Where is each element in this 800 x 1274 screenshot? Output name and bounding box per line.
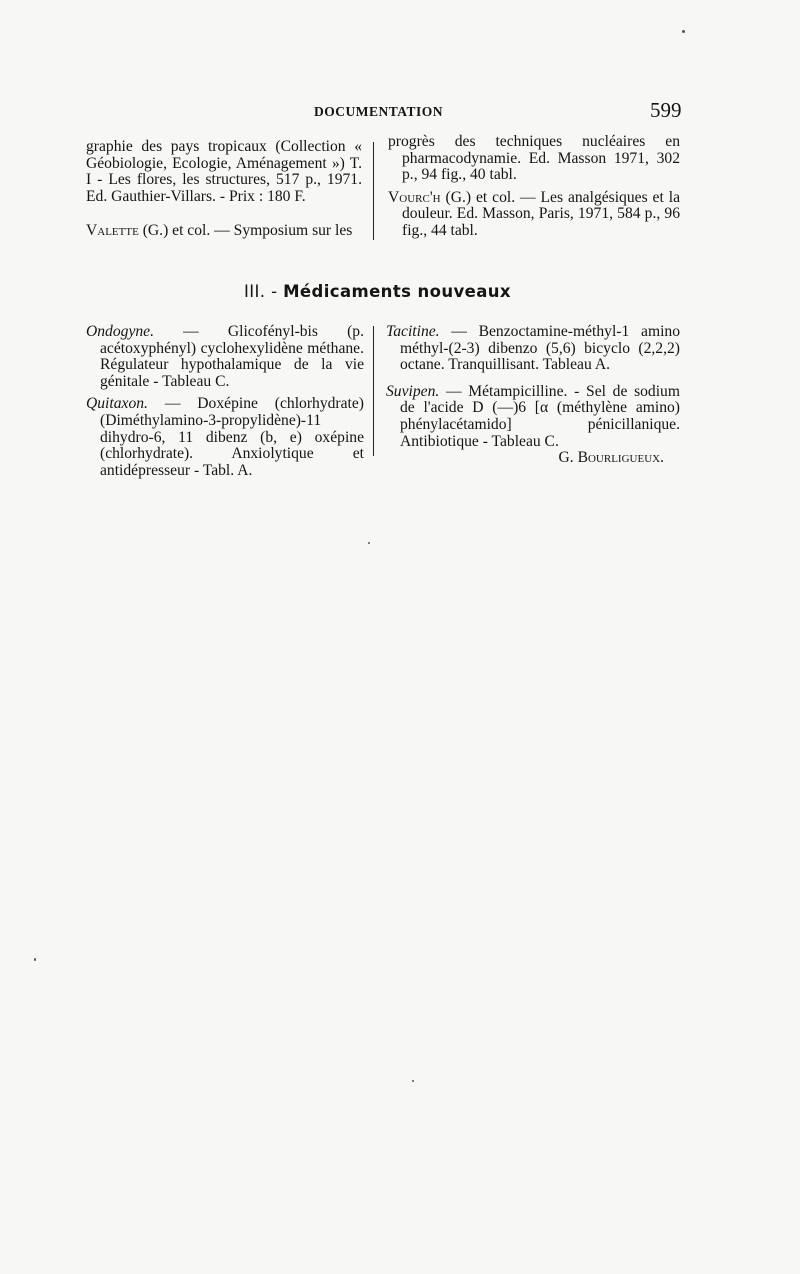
section-number: III. - — [244, 282, 284, 301]
running-title: DOCUMENTATION — [314, 104, 444, 119]
section-title: Médicaments nouveaux — [283, 282, 511, 301]
scan-speck — [34, 958, 36, 961]
drug-description: — Doxépine (chlorhydrate) (Diméthylamino-3-propylidène)-11 dihydro-6, 11 dibenz (b, e) oxépine (chlorhydrate). Anxiolytique et antidépresseur - Tabl. A. — [100, 395, 364, 479]
scan-speck — [368, 542, 370, 544]
running-head — [0, 98, 800, 124]
bottom-left-column — [86, 324, 364, 479]
bottom-right-column — [386, 324, 680, 467]
top-right-column — [388, 134, 680, 240]
top-left-column — [86, 139, 362, 240]
scan-speck — [682, 30, 685, 33]
drug-entry-quitaxon — [86, 396, 364, 479]
page-number: 599 — [650, 98, 682, 122]
drug-description: — Benzoctamine-méthyl-1 amino méthyl-(2-3) dibenzo (5,6) bicyclo (2,2,2) octane. Tranquillisant. Tableau A. — [400, 323, 680, 374]
author-name: Vourc'h — [388, 188, 441, 206]
drug-name: Tacitine. — [386, 323, 440, 340]
section-heading — [244, 282, 511, 301]
drug-entry-ondogyne — [86, 324, 364, 390]
drug-description: — Glicofényl-bis (p. acétoxyphényl) cyclohexylidène méthane. Régulateur hypothalamique de la vie génitale - Tableau C. — [100, 323, 364, 390]
bibliography-entry-vourch — [388, 190, 680, 240]
author-signature: G. Bourligueux. — [558, 449, 664, 467]
drug-name: Suvipen. — [386, 382, 440, 400]
continuation-text: progrès des techniques nucléaires en pharmacodynamie. Ed. Masson 1971, 302 p., 94 fig., 40 tabl. — [388, 133, 680, 184]
column-divider — [373, 142, 374, 240]
drug-name: Quitaxon. — [86, 395, 148, 413]
drug-description: — Métampicilline. - Sel de sodium de l'acide D (—)6 [α (méthylène amino) phénylacétamido] pénicillanique. Antibiotique - Tableau C. — [400, 382, 680, 450]
drug-entry-suvipen — [386, 384, 680, 450]
entry-text: (G.) et col. — Les analgésiques et la douleur. Ed. Masson, Paris, 1971, 584 p., 96 fig., 44 tabl. — [402, 188, 680, 239]
entry-text: (G.) et col. — Symposium sur les — [138, 222, 353, 240]
column-divider — [373, 326, 374, 456]
drug-entry-tacitine — [386, 324, 680, 374]
continuation-text: graphie des pays tropicaux (Collection « Géobiologie, Ecologie, Aménagement ») T. I - Les flores, les structures, 517 p., 1971. Ed. Gauthier-Villars. - Prix : 180 F. — [86, 138, 362, 205]
bibliography-entry-valette — [86, 223, 362, 240]
author-name: Valette — [86, 222, 139, 240]
drug-name: Ondogyne. — [86, 323, 154, 340]
scan-speck — [412, 1080, 414, 1082]
